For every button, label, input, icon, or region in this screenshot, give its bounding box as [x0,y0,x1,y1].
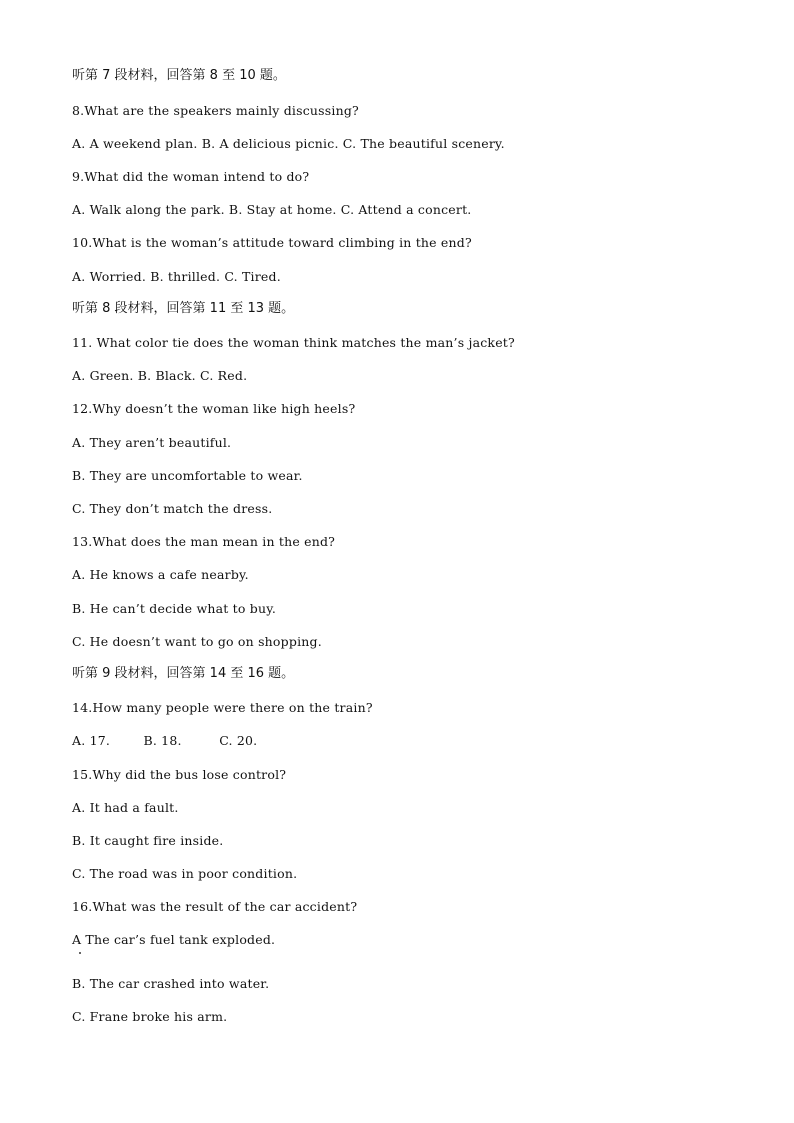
options-8: A. A weekend plan. B. A delicious picnic. C. The beautiful scenery. [72,136,505,151]
option-16-c: C. Frane broke his arm. [72,1009,228,1024]
question-16: 16.What was the result of the car accident? [72,899,358,914]
section-heading-9: 听第 9 段材料，回答第 14 至 16 题。 [72,666,295,681]
option-16-a: A The car’s fuel tank exploded. [72,932,276,947]
question-11: 11. What color tie does the woman think matches the man’s jacket? [72,335,515,350]
options-14: A. 17. B. 18. C. 20. [72,733,258,748]
option-13-a: A. He knows a cafe nearby. [72,567,249,582]
question-9: 9.What did the woman intend to do? [72,169,310,184]
section-heading-7: 听第 7 段材料，回答第 8 至 10 题。 [72,68,286,83]
section-heading-8: 听第 8 段材料，回答第 11 至 13 题。 [72,301,295,316]
option-12-c: C. They don’t match the dress. [72,501,273,516]
option-15-a: A. It had a fault. [72,800,179,815]
question-8: 8.What are the speakers mainly discussing? [72,103,359,118]
option-16-b: B. The car crashed into water. [72,976,270,991]
options-10: A. Worried. B. thrilled. C. Tired. [72,269,281,284]
options-11: A. Green. B. Black. C. Red. [72,368,248,383]
stray-mark [79,952,81,954]
question-12: 12.Why doesn’t the woman like high heels? [72,401,356,416]
option-15-b: B. It caught fire inside. [72,833,224,848]
question-10: 10.What is the woman’s attitude toward climbing in the end? [72,235,472,250]
option-13-c: C. He doesn’t want to go on shopping. [72,634,322,649]
question-15: 15.Why did the bus lose control? [72,767,287,782]
option-13-b: B. He can’t decide what to buy. [72,601,276,616]
question-14: 14.How many people were there on the train? [72,700,373,715]
option-12-b: B. They are uncomfortable to wear. [72,468,303,483]
option-15-c: C. The road was in poor condition. [72,866,298,881]
question-13: 13.What does the man mean in the end? [72,534,336,549]
options-9: A. Walk along the park. B. Stay at home. C. Attend a concert. [72,202,472,217]
option-12-a: A. They aren’t beautiful. [72,435,232,450]
